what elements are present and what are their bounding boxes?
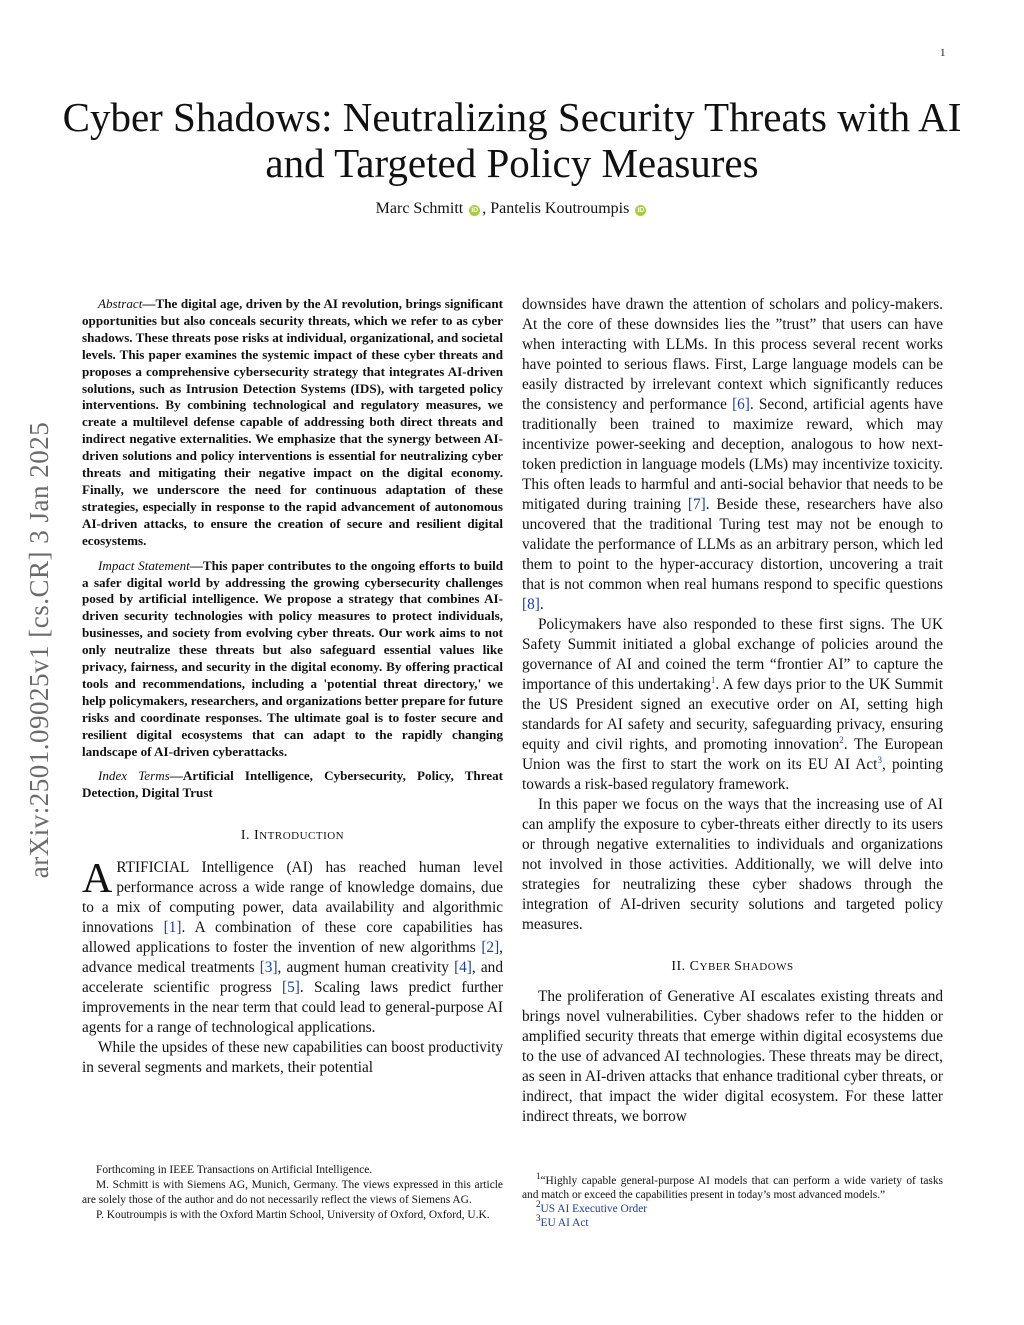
footnote-text: “Highly capable general-purpose AI models that can perform a wide variety of tasks and match or exceed the capabilities present in today’s most advanced models.” [522,1175,943,1201]
intro-text: , and accelerate scientific progress [82,959,503,997]
body-text: Policymakers have also responded to these first signs. The UK Safety Summit initiated a global exchange of policies around the governance of AI and coined the term “frontier AI” to capture the importance of this undertaking [522,616,943,693]
intro-text: , augment human creativity [277,959,455,977]
section-title-rest: HADOWS [742,961,794,973]
impact-label: Impact Statement [98,557,190,573]
section-numeral: II. [671,959,686,974]
footnotes-right [522,1171,943,1230]
footnote [522,1199,943,1216]
intro-text: , advance medical treatments [82,939,503,977]
abstract-label: Abstract [98,296,143,311]
index-terms-label: Index Terms [98,768,170,784]
section-numeral: I. [240,828,251,844]
body-text: downsides have drawn the attention of scholars and policy-makers. At the core of these downsides lies the ”trust” that users can have when interacting with LLMs. In this process several recent works have pointed to serious flaws. First, Large language models can be easily distracted by irrelevant context which significantly reduces the consistency and performance [522,296,943,413]
body-text: . Beside these, researchers have also uncovered that the traditional Turing test may not be enough to validate the performance of LLMs as an arbitrary person, which led them to point to the hyper-accuracy distortion, uncovering a trait that is not common when real humans respond to specific questions [522,496,943,593]
index-terms-text: Artificial Intelligence, Cybersecurity, Policy, Threat Detection, Digital Trust [82,768,503,801]
orcid-icon[interactable]: iD [471,207,479,214]
section-title-rest: NTRODUCTION [259,830,345,843]
section-title-rest: YBER [699,961,735,973]
author-name: Pantelis Koutroumpis [490,200,630,217]
footnote-number: 2 [536,1199,541,1210]
footnote: M. Schmitt is with Siemens AG, Munich, Germany. The views expressed in this article are solely those of the author and do not necessarily reflect the views of Siemens AG. [82,1179,503,1206]
body-text: . The European Union was the first to start the work on its EU AI Act [522,736,944,773]
section-title-initial: I [254,828,260,844]
footnote: P. Koutroumpis is with the Oxford Martin School, University of Oxford, Oxford, U.K. [96,1209,490,1221]
impact-text: This paper contributes to the ongoing efforts to build a safer digital world by addressing the growing cybersecurity challenges posed by artificial intelligence. We propose a strategy that combines AI-driven security technologies with policy measures to protect individuals, businesses, and society from evolving cyber threats. Our work aims to not only neutralize these threats but also safeguard essential values like privacy, fairness, and security in the digital economy. By offering practical tools and recommendations, including a 'potential threat directory,' we help policymakers, researchers, and organizations better prepare for future risks and coordinate responses. The ultimate goal is to foster secure and resilient digital ecosystems that can adapt to the rapidly changing landscape of AI-driven cyberattacks. [82,557,503,759]
citation-link[interactable]: [2] [481,939,500,957]
citation-link[interactable]: [1] [163,919,182,937]
footnote-marker[interactable]: 2 [839,734,844,745]
abstract-dash: — [142,296,156,311]
impact-dash: — [189,557,203,573]
footnote-link[interactable]: US AI Executive Order [540,1203,648,1215]
citation-link[interactable]: [3] [259,959,278,977]
citation-link[interactable]: [7] [687,496,706,513]
body-paragraph [522,295,943,615]
page-number: 1 [940,47,946,59]
body-text: , pointing towards a risk-based regulatory framework. [522,756,944,793]
citation-link[interactable]: [4] [454,959,472,977]
left-column [82,296,503,1078]
body-text: . A few days prior to the UK Summit the US President signed an executive order on AI, setting high standards for AI safety and security, safeguarding privacy, ensuring equity and civil rights, and promoting innovation [522,676,943,753]
intro-text: RTIFICIAL Intelligence (AI) has reached human level performance across a wide range of knowledge domains, due to a mix of computing power, data availability and algorithmic innovations [82,859,503,937]
intro-text: . A combination of these core capabilities has allowed applications to foster the invention of new algorithms [82,919,503,957]
intro-paragraph: While the upsides of these new capabilities can boost productivity in several segments and markets, their potential [82,1039,503,1077]
right-column [522,295,943,1127]
footnotes-left [82,1163,503,1223]
footnote-marker[interactable]: 1 [710,674,716,685]
abstract-text: The digital age, driven by the AI revolution, brings significant opportunities but also conceals security threats, which we refer to as cyber shadows. These threats pose risks at individual, organizational, and societal levels. This paper examines the systemic impact of these cyber threats and proposes a comprehensive cybersecurity strategy that integrates AI-driven solutions, such as Intrusion Detection Systems (IDS), with targeted policy interventions. By combining technological and regulatory measures, we create a multilevel defense capable of addressing both direct threats and indirect negative externalities. We emphasize that the synergy between AI-driven solutions and policy interventions is essential for neutralizing cyber threats and mitigating their negative impact on the digital economy. Finally, we underscore the need for continuous adaptation of these strategies, especially in response to the rapid advancement of autonomous AI-driven attacks, to ensure the creation of secure and resilient digital ecosystems. [82,296,503,548]
impact-statement [82,558,503,761]
index-terms-dash: — [169,768,183,784]
footnote [522,1213,943,1230]
footnote-number: 1 [536,1171,541,1182]
abstract [82,296,503,550]
author-name: Marc Schmitt [375,200,464,217]
intro-text: . Scaling laws predict further improvements in the near term that could lead to general-purpose AI agents for a range of technological applications. [82,979,503,1037]
citation-link[interactable]: [5] [282,979,300,997]
intro-paragraph [82,858,503,1038]
footnote [522,1171,943,1202]
section-heading-cyber-shadows [522,959,943,975]
footnote-link[interactable]: EU AI Act [540,1217,589,1229]
index-terms [82,768,503,802]
arxiv-stamp: arXiv:2501.09025v1 [cs.CR] 3 Jan 2025 [24,421,54,879]
drop-cap: A [82,856,113,903]
body-text: . [539,596,544,613]
body-paragraph: The proliferation of Generative AI escalates existing threats and brings novel vulnerabilities. Cyber shadows refer to the hidden or amplified security threats that emerge within digital ecosystems due to the use of advanced AI technologies. These threats may be direct, as seen in AI-driven attacks that enhance traditional cyber threats, or indirect, that impact the wider digital ecosystem. For these latter indirect threats, we borrow [522,988,943,1125]
section-title-initial: C [689,959,700,974]
section-heading-introduction [82,828,503,844]
footnote-number: 3 [536,1213,541,1224]
section-title-initial: S [734,959,743,974]
footnote-marker[interactable]: 3 [877,754,882,765]
citation-link[interactable]: [6] [732,396,750,413]
body-paragraph: In this paper we focus on the ways that the increasing use of AI can amplify the exposure to cyber-threats either directly to its users or through negative externalities to individuals and organizations not involved in those activities. Additionally, we will delve into strategies for neutralizing these cyber shadows through the integration of AI-driven security solutions and targeted policy measures. [522,796,943,933]
orcid-icon[interactable]: iD [637,207,645,214]
citation-link[interactable]: [8] [522,596,540,613]
author-separator: , [482,200,491,217]
body-paragraph [522,615,943,795]
footnote: Forthcoming in IEEE Transactions on Artificial Intelligence. [96,1164,373,1176]
body-text: . Second, artificial agents have traditionally been trained to maximize reward, which may incentivize power-seeking and deception, analogous to how next-token prediction in language models (LMs) may incentivize toxicity. This often leads to harmful and anti-social behavior that needs to be mitigated during training [522,396,943,513]
author-list [60,200,964,218]
paper-title: Cyber Shadows: Neutralizing Security Threats with AI and Targeted Policy Measures [62,94,962,186]
